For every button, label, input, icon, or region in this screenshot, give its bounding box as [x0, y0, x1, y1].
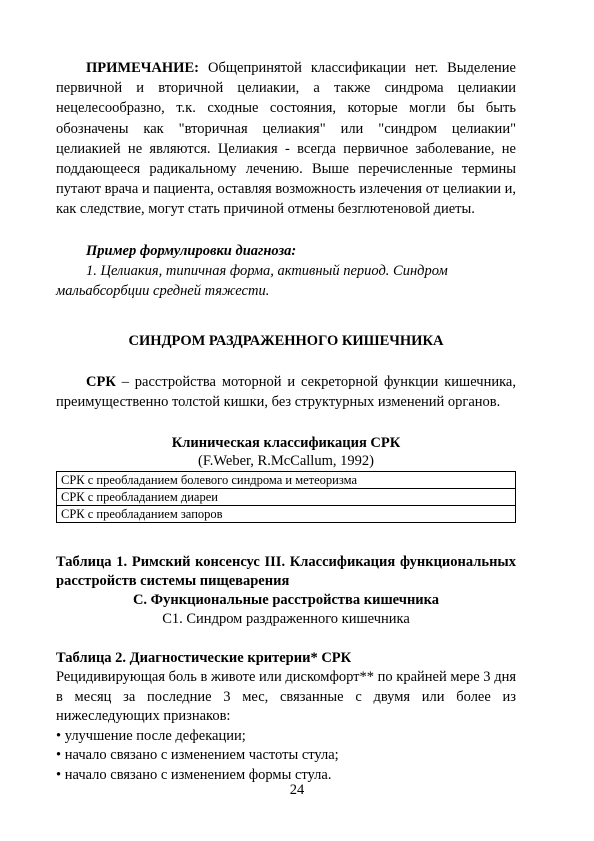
definition-paragraph	[56, 372, 516, 412]
note-text: Общепринятой классификации нет. Выделение первичной и вторичной целиакии, а также синдрома целиакии нецелесообразно, т.к. сходные состояния, которые могли бы быть обозначены как "вторичная целиакия" или "синдром целиакии" целиакией не являются. Целиакия - всегда первичное заболевание, не поддающееся радикальному лечению. Выше перечисленные термины путают врача и пациента, оставляя возможность излечения от целиакии и, как следствие, могут стать причиной отмены безглютеновой диеты.	[56, 60, 516, 218]
page-number: 24	[289, 782, 305, 798]
criteria-list	[56, 727, 516, 786]
list-item: • улучшение после дефекации;	[56, 727, 246, 744]
classification-table	[56, 471, 516, 523]
classification-row: СРК с преобладанием диареи	[57, 489, 515, 506]
classification-row: СРК с преобладанием запоров	[61, 507, 223, 522]
page-content	[56, 58, 516, 785]
definition-text: – расстройства моторной и секреторной функции кишечника, преимущественно толстой кишки, без структурных изменений органов.	[56, 374, 516, 411]
table1-item: С1. Синдром раздраженного кишечника	[162, 611, 410, 628]
section-title: СИНДРОМ РАЗДРАЖЕННОГО КИШЕЧНИКА	[128, 333, 444, 350]
list-item: • начало связано с изменением формы стула.	[56, 766, 332, 783]
classification-source: (F.Weber, R.McCallum, 1992)	[198, 453, 374, 470]
definition-abbr: СРК	[86, 374, 116, 391]
note-label: ПРИМЕЧАНИЕ:	[86, 60, 199, 76]
example-heading: Пример формулировки диагноза:	[86, 242, 297, 259]
table2-title: Таблица 2. Диагностические критерии* СРК	[56, 650, 352, 667]
classification-title: Клиническая классификация СРК	[171, 435, 401, 452]
table1-subtitle: С. Функциональные расстройства кишечника	[132, 592, 440, 609]
table1-title: Таблица 1. Римский консенсус III. Классификация функциональных расстройств системы пищеварения	[56, 554, 516, 590]
note-paragraph	[56, 58, 516, 220]
example-text: 1. Целиакия, типичная форма, активный период. Синдром мальабсорбции средней тяжести.	[56, 262, 448, 299]
list-item: • начало связано с изменением частоты стула;	[56, 747, 339, 764]
table2-text: Рецидивирующая боль в животе или дискомфорт** по крайней мере 3 дня в месяц за последние 3 мес, связанные с двумя или более из нижеследующих признаков:	[56, 669, 516, 725]
classification-row: СРК с преобладанием болевого синдрома и метеоризма	[57, 472, 515, 489]
